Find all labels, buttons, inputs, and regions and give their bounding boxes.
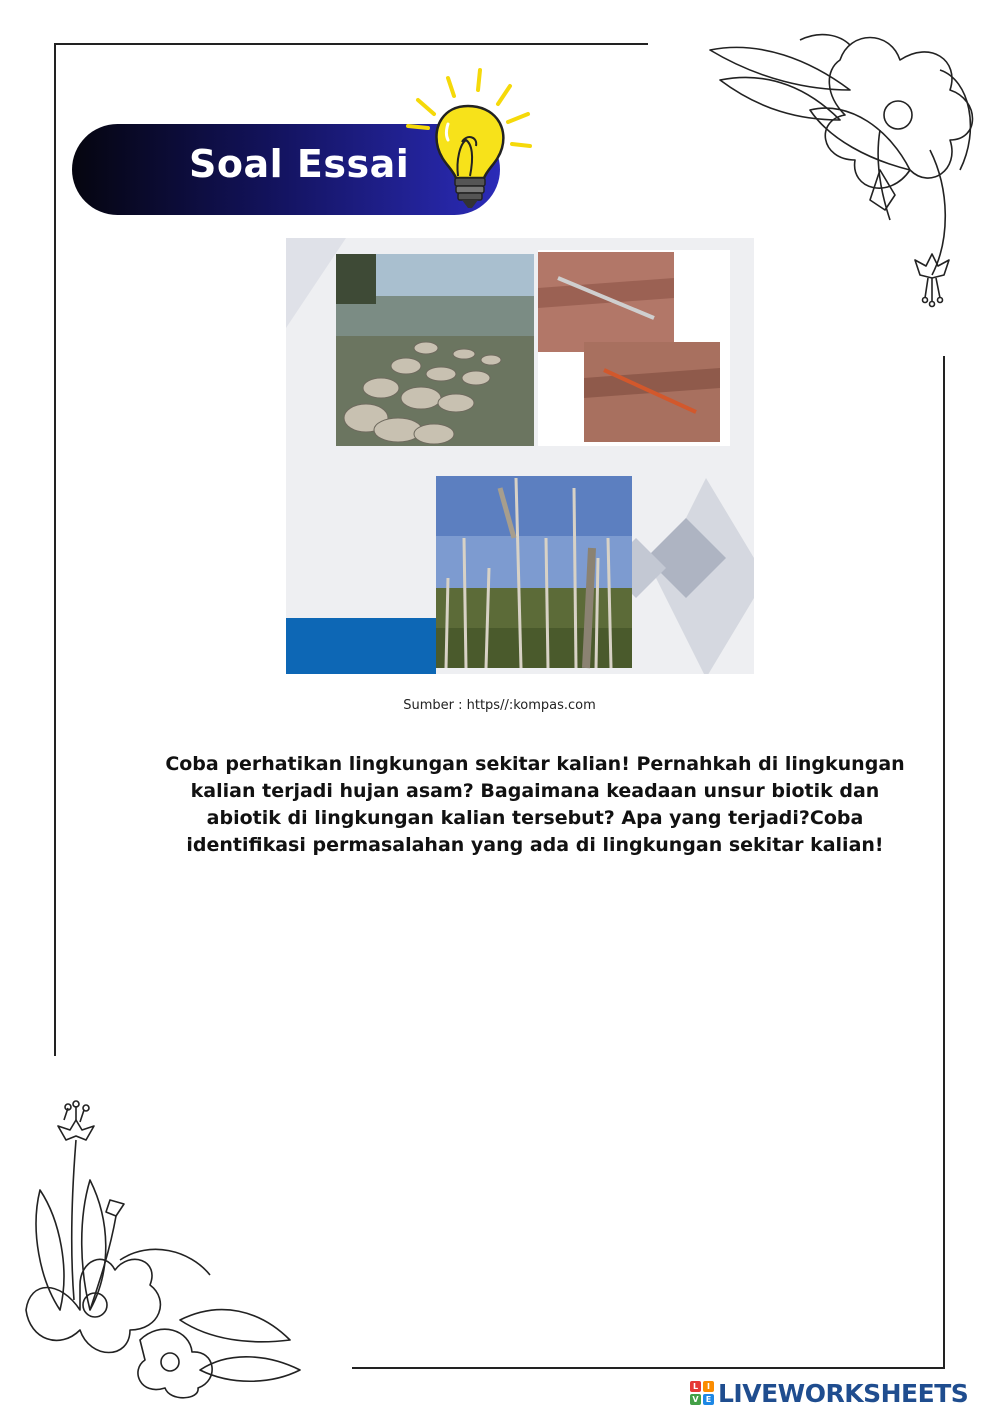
logo-letter: V: [690, 1394, 701, 1405]
dead-forest-photo: [436, 476, 632, 668]
flower-decoration: [20, 1100, 310, 1400]
lightbulb-icon: [400, 64, 540, 224]
frame-bottom-line: [352, 1367, 945, 1369]
logo-letter: I: [703, 1381, 714, 1392]
frame-left-line: [54, 43, 56, 1056]
image-source-caption: Sumber : https//:kompas.com: [403, 698, 596, 713]
liveworksheets-brand: [690, 1376, 968, 1410]
liveworksheets-logo: [690, 1381, 714, 1405]
dead-fish-photo: [336, 254, 534, 446]
logo-letter: E: [703, 1394, 714, 1405]
logo-letter: L: [690, 1381, 701, 1392]
frame-right-line: [943, 356, 945, 1369]
acid-rain-photo-collage: [286, 238, 754, 674]
essay-question: Coba perhatikan lingkungan sekitar kalian! Pernahkah di lingkungan kalian terjadi hujan asam? Bagaimana keadaan unsur biotik dan abiotik di lingkungan kalian tersebut? Apa yang terjadi?Coba identifikasi permasalahan yang ada di lingkungan sekitar kalian!: [165, 753, 905, 856]
brand-name: LIVEWORKSHEETS: [718, 1378, 969, 1408]
page-title: Soal Essai: [189, 142, 410, 186]
frame-top-line: [54, 43, 648, 45]
flower-decoration: [700, 20, 990, 320]
